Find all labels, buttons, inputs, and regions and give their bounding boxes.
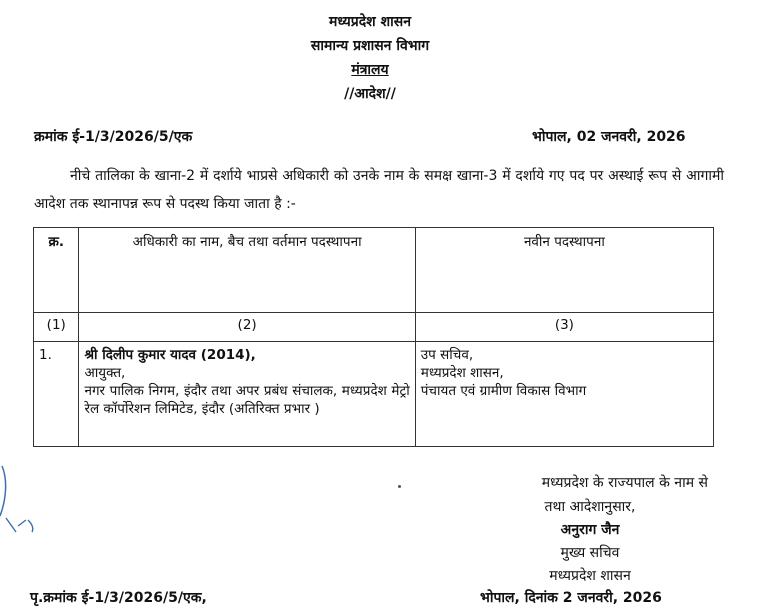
department-name: सामान्य प्रशासन विभाग xyxy=(310,38,430,54)
margin-scribble xyxy=(0,460,56,540)
speck xyxy=(398,485,401,488)
order-body-text: नीचे तालिका के खाना-2 में दर्शाये भाप्रसे अधिकारी को उनके नाम के समक्ष खाना-3 में दर्शाये गए पद पर अस्थाई रूप से आगामी आदेश तक स्थानापन्न रूप से पदस्थ किया जाता है :- xyxy=(34,168,724,212)
ministry-label: मंत्रालय xyxy=(351,62,389,78)
order-number: क्रमांक ई-1/3/2026/5/एक xyxy=(34,129,193,145)
header-serial: क्र. xyxy=(34,228,79,313)
signatory-designation: मुख्य सचिव xyxy=(560,545,620,561)
header-officer: अधिकारी का नाम, बैच तथा वर्तमान पदस्थापना xyxy=(79,228,415,313)
new-posting-cell xyxy=(415,342,713,447)
col-number-1: (1) xyxy=(34,313,79,342)
table-row xyxy=(34,342,714,447)
col-number-3: (3) xyxy=(415,313,713,342)
posting-table xyxy=(33,227,714,447)
endorsement-number: पृ.क्रमांक ई-1/3/2026/5/एक, xyxy=(30,590,207,606)
col-number-2: (2) xyxy=(79,313,415,342)
header-new-posting: नवीन पदस्थापना xyxy=(415,228,713,313)
signatory-office: मध्यप्रदेश शासन xyxy=(549,568,631,584)
signatory-name: अनुराग जैन xyxy=(560,522,620,538)
new-designation: उप सचिव, xyxy=(420,347,474,363)
table-header-row xyxy=(34,228,714,313)
officer-current-posting: नगर पालिक निगम, इंदौर तथा अपर प्रबंध संचालक, मध्यप्रदेश मेट्रो रेल कॉर्पोरेशन लिमिटेड, इंदौर (अतिरिक्त प्रभार ) xyxy=(84,383,410,417)
endorsement-date: भोपाल, दिनांक 2 जनवरी, 2026 xyxy=(480,590,662,606)
new-department: पंचायत एवं ग्रामीण विकास विभाग xyxy=(420,383,587,399)
officer-designation: आयुक्त, xyxy=(84,365,126,381)
govt-name: मध्यप्रदेश शासन xyxy=(329,14,411,30)
officer-name: श्री दिलीप कुमार यादव (2014), xyxy=(84,347,256,363)
signature-line-2: तथा आदेशानुसार, xyxy=(544,499,636,515)
table-number-row xyxy=(34,313,714,342)
officer-cell xyxy=(79,342,415,447)
order-date: भोपाल, 02 जनवरी, 2026 xyxy=(532,129,686,145)
new-govt: मध्यप्रदेश शासन, xyxy=(420,365,504,381)
order-title: //आदेश// xyxy=(344,86,396,102)
row-serial: 1. xyxy=(34,342,79,447)
signature-line-1: मध्यप्रदेश के राज्यपाल के नाम से xyxy=(541,475,708,491)
